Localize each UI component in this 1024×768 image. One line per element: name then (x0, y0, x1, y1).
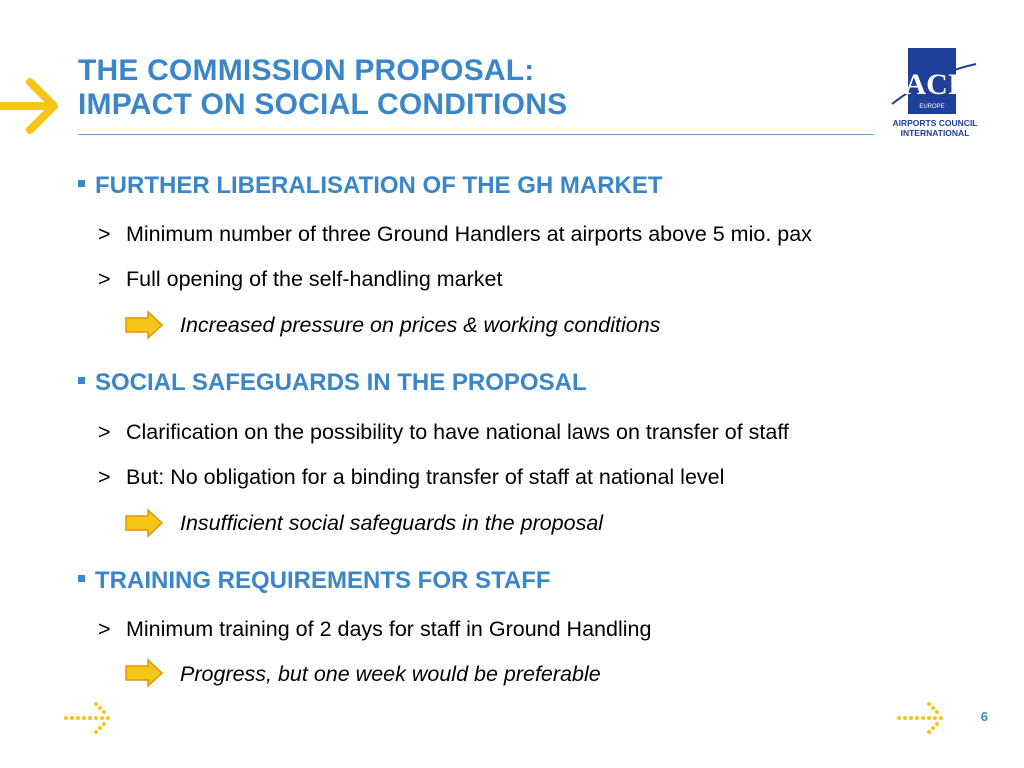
item-text: Minimum training of 2 days for staff in Ground Handling (126, 617, 652, 641)
logo-mark-text: ACI (904, 68, 960, 101)
section-result: Increased pressure on prices & working conditions (180, 313, 661, 337)
title-line-2: IMPACT ON SOCIAL CONDITIONS (78, 88, 568, 121)
logo-line-1: AIRPORTS COUNCIL (892, 118, 978, 128)
item-marker: > (98, 617, 111, 641)
footer-dotted-arrow-icon (62, 700, 114, 736)
section-heading-text: TRAINING REQUIREMENTS FOR STAFF (95, 567, 551, 594)
square-bullet-icon (78, 377, 85, 384)
section-heading-safeguards (78, 369, 587, 397)
square-bullet-icon (78, 575, 85, 582)
page-number: 6 (980, 709, 988, 724)
logo-region-text: EUROPE (919, 104, 945, 110)
header-arrow-icon (0, 78, 62, 134)
item-marker: > (98, 465, 111, 489)
aci-logo-mark-icon (890, 44, 980, 118)
block-arrow-icon (124, 310, 164, 340)
page-title (78, 54, 567, 122)
item-marker: > (98, 267, 111, 291)
aci-logo (890, 44, 980, 144)
footer-dotted-arrow-icon (895, 700, 947, 736)
item-marker: > (98, 420, 111, 444)
item-marker: > (98, 222, 111, 246)
section-heading-training (78, 567, 551, 595)
item-text: Clarification on the possibility to have national laws on transfer of staff (126, 420, 789, 444)
list-item (98, 267, 502, 292)
list-item (98, 617, 651, 642)
list-item (98, 420, 789, 445)
title-line-1: THE COMMISSION PROPOSAL: (78, 54, 535, 87)
title-divider (78, 134, 874, 135)
section-heading-liberalisation (78, 172, 663, 200)
list-item (98, 465, 724, 490)
square-bullet-icon (78, 180, 85, 187)
section-heading-text: SOCIAL SAFEGUARDS IN THE PROPOSAL (95, 369, 587, 396)
list-item (98, 222, 812, 247)
section-heading-text: FURTHER LIBERALISATION OF THE GH MARKET (95, 172, 663, 199)
section-result: Progress, but one week would be preferable (180, 662, 601, 686)
item-text: Full opening of the self-handling market (126, 267, 503, 291)
logo-line-2: INTERNATIONAL (900, 128, 970, 138)
block-arrow-icon (124, 658, 164, 688)
item-text: But: No obligation for a binding transfer of staff at national level (126, 465, 725, 489)
block-arrow-icon (124, 508, 164, 538)
item-text: Minimum number of three Ground Handlers at airports above 5 mio. pax (126, 222, 812, 246)
section-result: Insufficient social safeguards in the proposal (180, 511, 604, 535)
